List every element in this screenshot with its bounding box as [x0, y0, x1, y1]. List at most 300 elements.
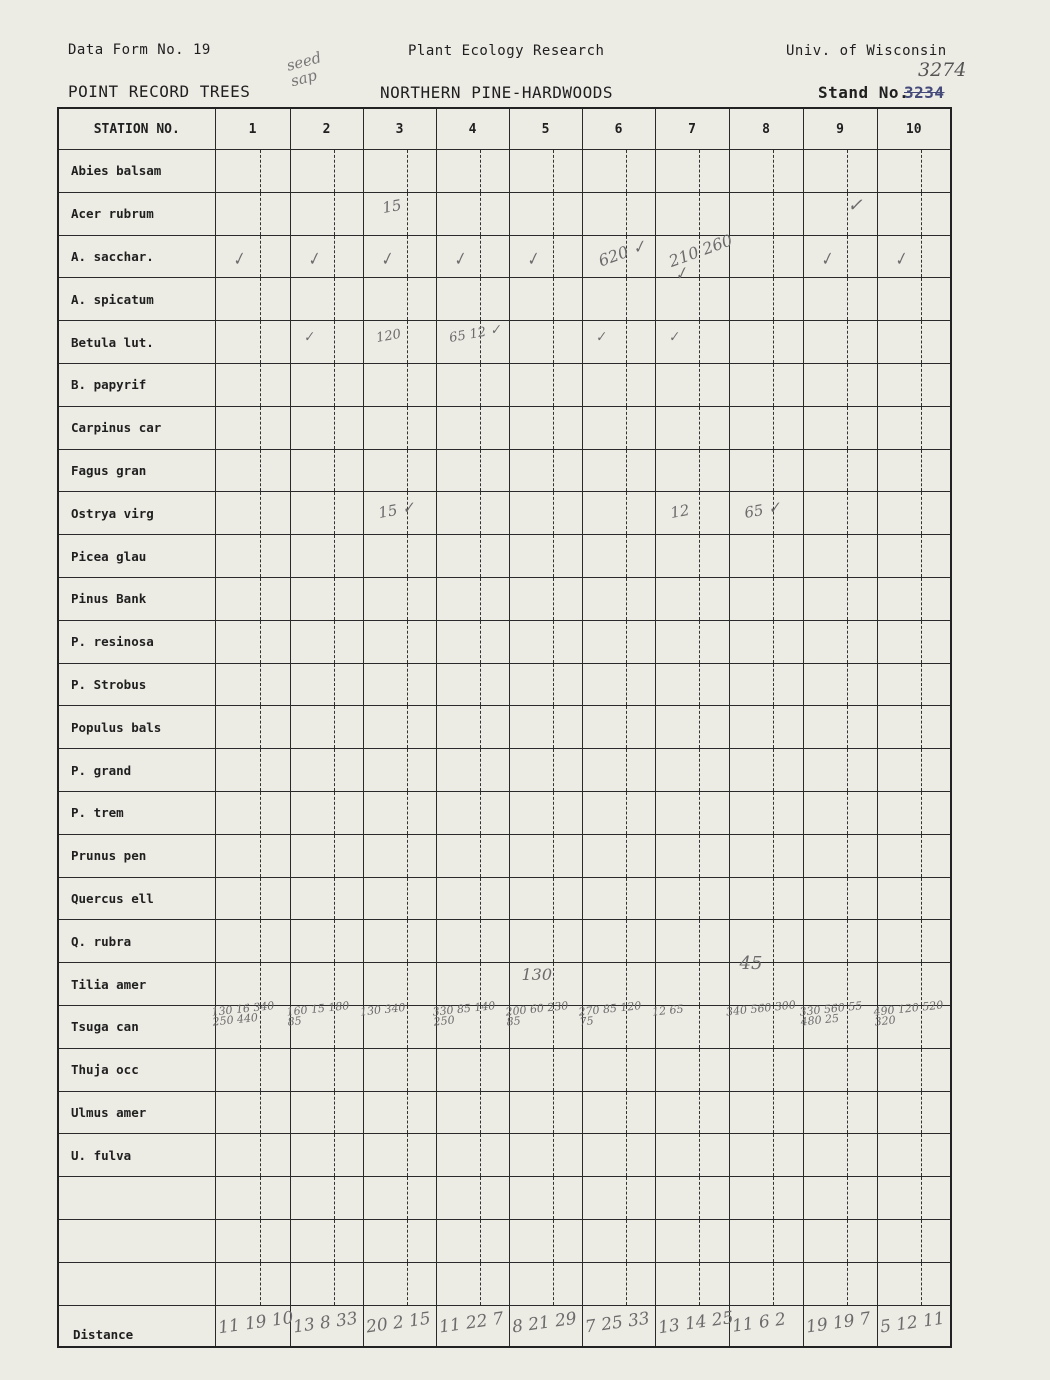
data-cell[interactable] — [363, 363, 436, 406]
handwritten-entry: ✓ — [593, 329, 607, 347]
species-row — [58, 1177, 951, 1220]
data-cell[interactable] — [877, 620, 951, 663]
data-cell[interactable] — [363, 834, 436, 877]
data-cell[interactable] — [582, 321, 655, 364]
data-cell[interactable] — [363, 577, 436, 620]
data-cell[interactable] — [655, 963, 729, 1006]
data-cell[interactable] — [803, 749, 877, 792]
data-cell[interactable] — [436, 620, 509, 663]
data-cell[interactable] — [803, 449, 877, 492]
data-cell[interactable] — [877, 791, 951, 834]
data-cell[interactable] — [803, 834, 877, 877]
data-cell[interactable] — [363, 963, 436, 1006]
data-cell[interactable] — [290, 192, 363, 235]
data-cell[interactable] — [436, 877, 509, 920]
data-cell[interactable] — [582, 1262, 655, 1305]
data-cell[interactable] — [210, 999, 290, 1048]
data-cell[interactable] — [650, 1002, 729, 1048]
data-cell[interactable] — [436, 1219, 509, 1262]
form-title: POINT RECORD TREES — [68, 82, 251, 101]
data-cell[interactable] — [655, 834, 729, 877]
data-cell[interactable] — [729, 749, 803, 792]
column-divider — [847, 1092, 848, 1134]
distance-cell[interactable] — [509, 1305, 582, 1347]
distance-cell[interactable] — [215, 1305, 295, 1347]
distance-cell[interactable] — [729, 1305, 803, 1347]
data-cell[interactable] — [655, 150, 729, 193]
data-cell[interactable] — [290, 1219, 363, 1262]
data-cell[interactable] — [582, 192, 655, 235]
data-cell[interactable] — [803, 791, 877, 834]
data-cell[interactable] — [877, 535, 951, 578]
data-cell[interactable] — [803, 150, 877, 193]
data-cell[interactable] — [290, 706, 363, 749]
data-cell[interactable] — [729, 321, 803, 364]
data-cell[interactable] — [290, 363, 363, 406]
data-cell[interactable] — [363, 877, 436, 920]
data-cell[interactable] — [729, 620, 803, 663]
data-cell[interactable] — [509, 1262, 582, 1305]
data-cell[interactable] — [215, 1134, 290, 1177]
data-cell[interactable] — [436, 749, 509, 792]
data-cell[interactable] — [215, 877, 290, 920]
data-cell[interactable] — [290, 150, 363, 193]
data-cell[interactable] — [872, 998, 951, 1048]
data-cell[interactable] — [582, 535, 655, 578]
data-cell[interactable] — [729, 663, 803, 706]
data-cell[interactable] — [655, 406, 729, 449]
data-cell[interactable] — [803, 963, 877, 1006]
data-cell[interactable] — [803, 577, 877, 620]
data-cell[interactable] — [509, 1219, 582, 1262]
data-cell[interactable] — [509, 1177, 582, 1220]
data-cell[interactable] — [363, 706, 436, 749]
data-cell[interactable] — [290, 877, 363, 920]
data-cell[interactable] — [877, 877, 951, 920]
data-cell[interactable] — [803, 321, 877, 364]
data-cell[interactable] — [363, 749, 436, 792]
data-cell[interactable] — [363, 192, 436, 235]
data-cell[interactable] — [582, 1091, 655, 1134]
data-cell[interactable] — [290, 577, 363, 620]
data-cell[interactable] — [724, 998, 803, 1048]
data-cell[interactable] — [290, 963, 363, 1006]
data-cell[interactable] — [655, 706, 729, 749]
data-cell[interactable] — [729, 363, 803, 406]
data-cell[interactable] — [729, 706, 803, 749]
column-divider — [407, 1134, 408, 1176]
data-cell[interactable] — [655, 1048, 729, 1091]
data-cell[interactable] — [582, 1177, 655, 1220]
data-cell[interactable] — [215, 235, 290, 278]
column-divider — [480, 920, 481, 962]
data-cell[interactable] — [729, 492, 803, 535]
data-cell[interactable] — [729, 449, 803, 492]
data-cell[interactable] — [877, 321, 951, 364]
data-cell[interactable] — [290, 791, 363, 834]
data-cell[interactable] — [363, 663, 436, 706]
data-cell[interactable] — [436, 1048, 509, 1091]
data-cell[interactable] — [655, 620, 729, 663]
data-cell[interactable] — [655, 449, 729, 492]
data-cell[interactable] — [729, 278, 803, 321]
handwritten-entry: 200 60 230 85 — [504, 999, 569, 1029]
data-cell[interactable] — [363, 1177, 436, 1220]
data-cell[interactable] — [655, 663, 729, 706]
data-cell[interactable] — [729, 192, 803, 235]
data-cell[interactable] — [436, 321, 509, 364]
data-cell[interactable] — [363, 1219, 436, 1262]
data-cell[interactable] — [436, 834, 509, 877]
species-row — [58, 1091, 951, 1134]
data-cell[interactable] — [436, 577, 509, 620]
distance-cell[interactable] — [363, 1305, 436, 1347]
data-cell[interactable] — [803, 535, 877, 578]
data-cell[interactable] — [436, 1134, 509, 1177]
data-cell[interactable] — [509, 278, 582, 321]
station-9: 9 — [803, 108, 877, 150]
column-divider — [334, 1092, 335, 1134]
data-cell[interactable] — [363, 920, 436, 963]
data-cell[interactable] — [290, 449, 363, 492]
data-cell[interactable] — [509, 235, 582, 278]
data-cell[interactable] — [215, 363, 290, 406]
data-cell[interactable] — [877, 1134, 951, 1177]
data-cell[interactable] — [877, 449, 951, 492]
data-cell[interactable] — [582, 449, 655, 492]
data-cell[interactable] — [877, 1048, 951, 1091]
data-cell[interactable] — [436, 663, 509, 706]
data-cell[interactable] — [877, 1091, 951, 1134]
data-cell[interactable] — [363, 449, 436, 492]
data-cell[interactable] — [215, 321, 290, 364]
data-cell[interactable] — [215, 278, 290, 321]
data-cell[interactable] — [655, 1219, 729, 1262]
data-cell[interactable] — [215, 1219, 290, 1262]
data-cell[interactable] — [509, 406, 582, 449]
data-cell[interactable] — [215, 963, 290, 1006]
data-cell[interactable] — [504, 999, 582, 1048]
data-cell[interactable] — [877, 1219, 951, 1262]
data-cell[interactable] — [363, 278, 436, 321]
data-cell[interactable] — [655, 877, 729, 920]
column-divider — [699, 1177, 700, 1219]
data-cell[interactable] — [436, 492, 509, 535]
distance-cell[interactable] — [290, 1305, 363, 1347]
data-cell[interactable] — [509, 791, 582, 834]
data-cell[interactable] — [582, 577, 655, 620]
data-cell[interactable] — [729, 791, 803, 834]
data-cell[interactable] — [215, 535, 290, 578]
data-cell[interactable] — [582, 363, 655, 406]
data-cell[interactable] — [215, 192, 290, 235]
data-cell[interactable] — [582, 278, 655, 321]
species-row — [58, 834, 951, 877]
data-cell[interactable] — [655, 577, 729, 620]
data-cell[interactable] — [215, 834, 290, 877]
data-cell[interactable] — [803, 1048, 877, 1091]
data-cell[interactable] — [582, 1048, 655, 1091]
data-cell[interactable] — [436, 278, 509, 321]
data-cell[interactable] — [436, 449, 509, 492]
data-cell[interactable] — [290, 749, 363, 792]
data-cell[interactable] — [729, 1048, 803, 1091]
data-cell[interactable] — [877, 577, 951, 620]
data-cell[interactable] — [803, 1262, 877, 1305]
data-cell[interactable] — [509, 706, 582, 749]
data-cell[interactable] — [436, 363, 509, 406]
data-cell[interactable] — [290, 235, 363, 278]
data-cell[interactable] — [729, 150, 803, 193]
data-cell[interactable] — [582, 406, 655, 449]
data-cell[interactable] — [729, 577, 803, 620]
data-cell[interactable] — [877, 192, 951, 235]
data-cell[interactable] — [290, 1134, 363, 1177]
data-cell[interactable] — [215, 791, 290, 834]
data-cell[interactable] — [363, 492, 436, 535]
station-header: STATION NO. — [58, 108, 215, 150]
data-cell[interactable] — [729, 1091, 803, 1134]
data-cell[interactable] — [436, 706, 509, 749]
data-cell[interactable] — [290, 920, 363, 963]
data-cell[interactable] — [729, 877, 803, 920]
data-cell[interactable] — [363, 406, 436, 449]
data-cell[interactable] — [509, 663, 582, 706]
data-cell[interactable] — [803, 192, 877, 235]
species-row — [58, 706, 951, 749]
data-cell[interactable] — [655, 749, 729, 792]
data-cell[interactable] — [509, 749, 582, 792]
data-cell[interactable] — [290, 492, 363, 535]
data-cell[interactable] — [582, 749, 655, 792]
data-cell[interactable] — [803, 235, 877, 278]
data-cell[interactable] — [655, 1177, 729, 1220]
data-cell[interactable] — [655, 192, 729, 235]
data-cell[interactable] — [509, 321, 582, 364]
data-cell[interactable] — [215, 706, 290, 749]
data-cell[interactable] — [363, 321, 436, 364]
data-cell[interactable] — [803, 363, 877, 406]
data-cell[interactable] — [655, 1091, 729, 1134]
data-cell[interactable] — [509, 535, 582, 578]
column-divider — [480, 364, 481, 406]
data-cell[interactable] — [215, 749, 290, 792]
data-cell[interactable] — [436, 406, 509, 449]
data-cell[interactable] — [729, 1219, 803, 1262]
column-divider — [553, 278, 554, 320]
data-cell[interactable] — [729, 406, 803, 449]
data-cell[interactable] — [290, 1091, 363, 1134]
data-cell[interactable] — [215, 663, 290, 706]
data-cell[interactable] — [215, 492, 290, 535]
data-cell[interactable] — [363, 791, 436, 834]
data-cell[interactable] — [436, 192, 509, 235]
distance-cell[interactable] — [655, 1305, 735, 1347]
data-cell[interactable] — [290, 321, 363, 364]
data-cell[interactable] — [803, 620, 877, 663]
data-cell[interactable] — [509, 192, 582, 235]
data-cell[interactable] — [877, 406, 951, 449]
data-cell[interactable] — [436, 235, 509, 278]
data-cell[interactable] — [729, 235, 803, 278]
data-cell[interactable] — [215, 406, 290, 449]
data-cell[interactable] — [363, 1048, 436, 1091]
data-cell[interactable] — [436, 791, 509, 834]
data-cell[interactable] — [215, 1177, 290, 1220]
data-cell[interactable] — [290, 1262, 363, 1305]
data-cell[interactable] — [363, 235, 436, 278]
data-cell[interactable] — [436, 535, 509, 578]
data-cell[interactable] — [436, 150, 509, 193]
data-cell[interactable] — [803, 1219, 877, 1262]
data-cell[interactable] — [215, 150, 290, 193]
data-cell[interactable] — [509, 620, 582, 663]
data-cell[interactable] — [509, 920, 582, 963]
data-cell[interactable] — [363, 150, 436, 193]
data-cell[interactable] — [729, 1262, 803, 1305]
data-cell[interactable] — [803, 663, 877, 706]
data-cell[interactable] — [877, 492, 951, 535]
data-cell[interactable] — [582, 963, 655, 1006]
data-cell[interactable] — [582, 663, 655, 706]
data-cell[interactable] — [436, 1177, 509, 1220]
column-divider — [921, 664, 922, 706]
data-cell[interactable] — [582, 620, 655, 663]
data-cell[interactable] — [803, 1134, 877, 1177]
data-cell[interactable] — [803, 278, 877, 321]
data-cell[interactable] — [436, 1091, 509, 1134]
data-cell[interactable] — [363, 535, 436, 578]
data-cell[interactable] — [509, 963, 582, 1006]
data-cell[interactable] — [803, 406, 877, 449]
data-cell[interactable] — [577, 999, 655, 1048]
data-cell[interactable] — [877, 235, 951, 278]
data-cell[interactable] — [655, 791, 729, 834]
data-cell[interactable] — [509, 577, 582, 620]
column-divider — [773, 1092, 774, 1134]
distance-cell[interactable] — [436, 1305, 509, 1347]
data-cell[interactable] — [215, 577, 290, 620]
data-cell[interactable] — [509, 1091, 582, 1134]
data-cell[interactable] — [509, 150, 582, 193]
data-cell[interactable] — [729, 1177, 803, 1220]
data-cell[interactable] — [290, 1048, 363, 1091]
data-cell[interactable] — [290, 1177, 363, 1220]
data-cell[interactable] — [582, 834, 655, 877]
data-cell[interactable] — [877, 663, 951, 706]
data-cell[interactable] — [582, 706, 655, 749]
data-cell[interactable] — [729, 834, 803, 877]
data-cell[interactable] — [655, 229, 735, 285]
data-cell[interactable] — [582, 791, 655, 834]
data-cell[interactable] — [655, 278, 729, 321]
data-cell[interactable] — [215, 620, 290, 663]
data-cell[interactable] — [363, 1262, 436, 1305]
data-cell[interactable] — [215, 449, 290, 492]
data-cell[interactable] — [290, 834, 363, 877]
distance-cell[interactable] — [582, 1305, 655, 1347]
data-cell[interactable] — [215, 1048, 290, 1091]
data-cell[interactable] — [655, 321, 729, 364]
data-cell[interactable] — [509, 449, 582, 492]
data-cell[interactable] — [877, 278, 951, 321]
data-cell[interactable] — [436, 1262, 509, 1305]
data-cell[interactable] — [655, 363, 729, 406]
distance-cell[interactable] — [803, 1305, 877, 1347]
column-divider — [260, 920, 261, 962]
data-cell[interactable] — [877, 920, 951, 963]
data-cell[interactable] — [363, 1134, 436, 1177]
data-cell[interactable] — [363, 620, 436, 663]
data-cell[interactable] — [803, 1091, 877, 1134]
species-label: P. trem — [58, 791, 215, 834]
data-cell[interactable] — [729, 535, 803, 578]
data-cell[interactable] — [877, 150, 951, 193]
data-cell[interactable] — [358, 1000, 436, 1048]
data-cell[interactable] — [582, 235, 655, 278]
data-cell[interactable] — [582, 920, 655, 963]
species-label: Thuja occ — [58, 1048, 215, 1091]
data-cell[interactable] — [877, 1262, 951, 1305]
data-cell[interactable] — [803, 492, 877, 535]
data-cell[interactable] — [803, 877, 877, 920]
distance-cell[interactable] — [877, 1305, 951, 1347]
data-cell[interactable] — [582, 150, 655, 193]
data-cell[interactable] — [290, 406, 363, 449]
data-cell[interactable] — [215, 920, 290, 963]
data-cell[interactable] — [655, 1262, 729, 1305]
species-label: Populus bals — [58, 706, 215, 749]
data-cell[interactable] — [285, 999, 363, 1048]
data-cell[interactable] — [582, 1219, 655, 1262]
data-cell[interactable] — [655, 535, 729, 578]
data-cell[interactable] — [582, 1134, 655, 1177]
data-cell[interactable] — [509, 877, 582, 920]
data-cell[interactable] — [655, 492, 729, 535]
data-cell[interactable] — [509, 1134, 582, 1177]
data-cell[interactable] — [509, 834, 582, 877]
data-cell[interactable] — [798, 999, 877, 1048]
data-cell[interactable] — [509, 1048, 582, 1091]
data-cell[interactable] — [877, 706, 951, 749]
data-cell[interactable] — [877, 834, 951, 877]
data-cell[interactable] — [655, 1134, 729, 1177]
data-cell[interactable] — [509, 363, 582, 406]
data-cell[interactable] — [215, 1091, 290, 1134]
data-cell[interactable] — [436, 963, 509, 1006]
data-cell[interactable] — [877, 1177, 951, 1220]
data-cell[interactable] — [363, 1091, 436, 1134]
data-cell[interactable] — [803, 920, 877, 963]
data-cell[interactable] — [431, 999, 509, 1048]
data-cell[interactable] — [877, 749, 951, 792]
data-cell[interactable] — [582, 877, 655, 920]
data-cell[interactable] — [290, 663, 363, 706]
data-cell[interactable] — [215, 1262, 290, 1305]
data-cell[interactable] — [436, 920, 509, 963]
data-cell[interactable] — [803, 706, 877, 749]
data-cell[interactable] — [290, 620, 363, 663]
column-divider — [847, 578, 848, 620]
data-cell[interactable] — [729, 1134, 803, 1177]
data-cell[interactable] — [655, 920, 729, 963]
data-cell[interactable] — [803, 1177, 877, 1220]
data-cell[interactable] — [582, 492, 655, 535]
data-cell[interactable] — [290, 535, 363, 578]
data-cell[interactable] — [877, 363, 951, 406]
data-cell[interactable] — [509, 492, 582, 535]
data-cell[interactable] — [290, 278, 363, 321]
